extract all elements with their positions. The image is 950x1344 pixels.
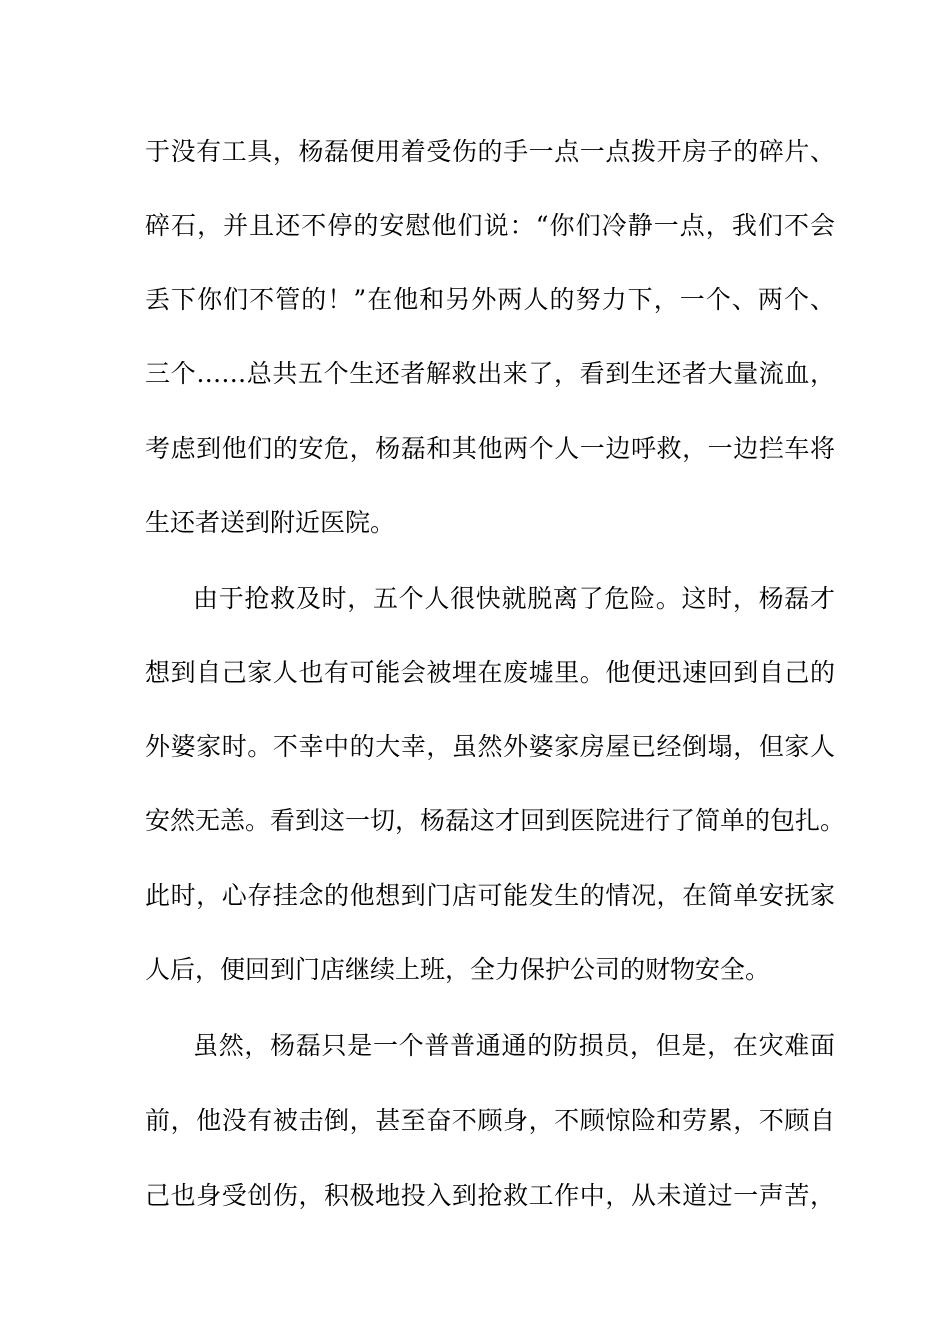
paragraph-end-line: 生还者送到附近医院。 xyxy=(145,508,396,537)
text-line: 此时，心存挂念的他想到门店可能发生的情况，在简单安抚家 xyxy=(145,881,835,910)
paragraph-end-line: 人后，便回到门店继续上班，全力保护公司的财物安全。 xyxy=(145,955,771,984)
text-line: 于没有工具，杨磊便用着受伤的手一点一点拨开房子的碎片、 xyxy=(145,137,835,166)
paragraph-start-line: 虽然，杨磊只是一个普普通通的防损员，但是，在灾难面 xyxy=(193,1031,835,1060)
text-line: 三个……总共五个生还者解救出来了，看到生还者大量流血， xyxy=(145,359,835,388)
text-line: 安然无恙。看到这一切，杨磊这才回到医院进行了简单的包扎。 xyxy=(145,806,846,835)
text-line: 己也身受创伤，积极地投入到抢救工作中，从未道过一声苦， xyxy=(145,1181,835,1210)
text-line: 丢下你们不管的！”在他和另外两人的努力下，一个、两个、 xyxy=(145,285,835,314)
paragraph-start-line: 由于抢救及时，五个人很快就脱离了危险。这时，杨磊才 xyxy=(193,584,835,613)
text-line: 外婆家时。不幸中的大幸，虽然外婆家房屋已经倒塌，但家人 xyxy=(145,732,835,761)
text-line: 碎石，并且还不停的安慰他们说：“你们冷静一点，我们不会 xyxy=(145,211,835,240)
text-line: 考虑到他们的安危，杨磊和其他两个人一边呼救，一边拦车将 xyxy=(145,434,835,463)
text-line: 前，他没有被击倒，甚至奋不顾身，不顾惊险和劳累，不顾自 xyxy=(145,1106,835,1135)
text-line: 想到自己家人也有可能会被埋在废墟里。他便迅速回到自己的 xyxy=(145,658,835,687)
